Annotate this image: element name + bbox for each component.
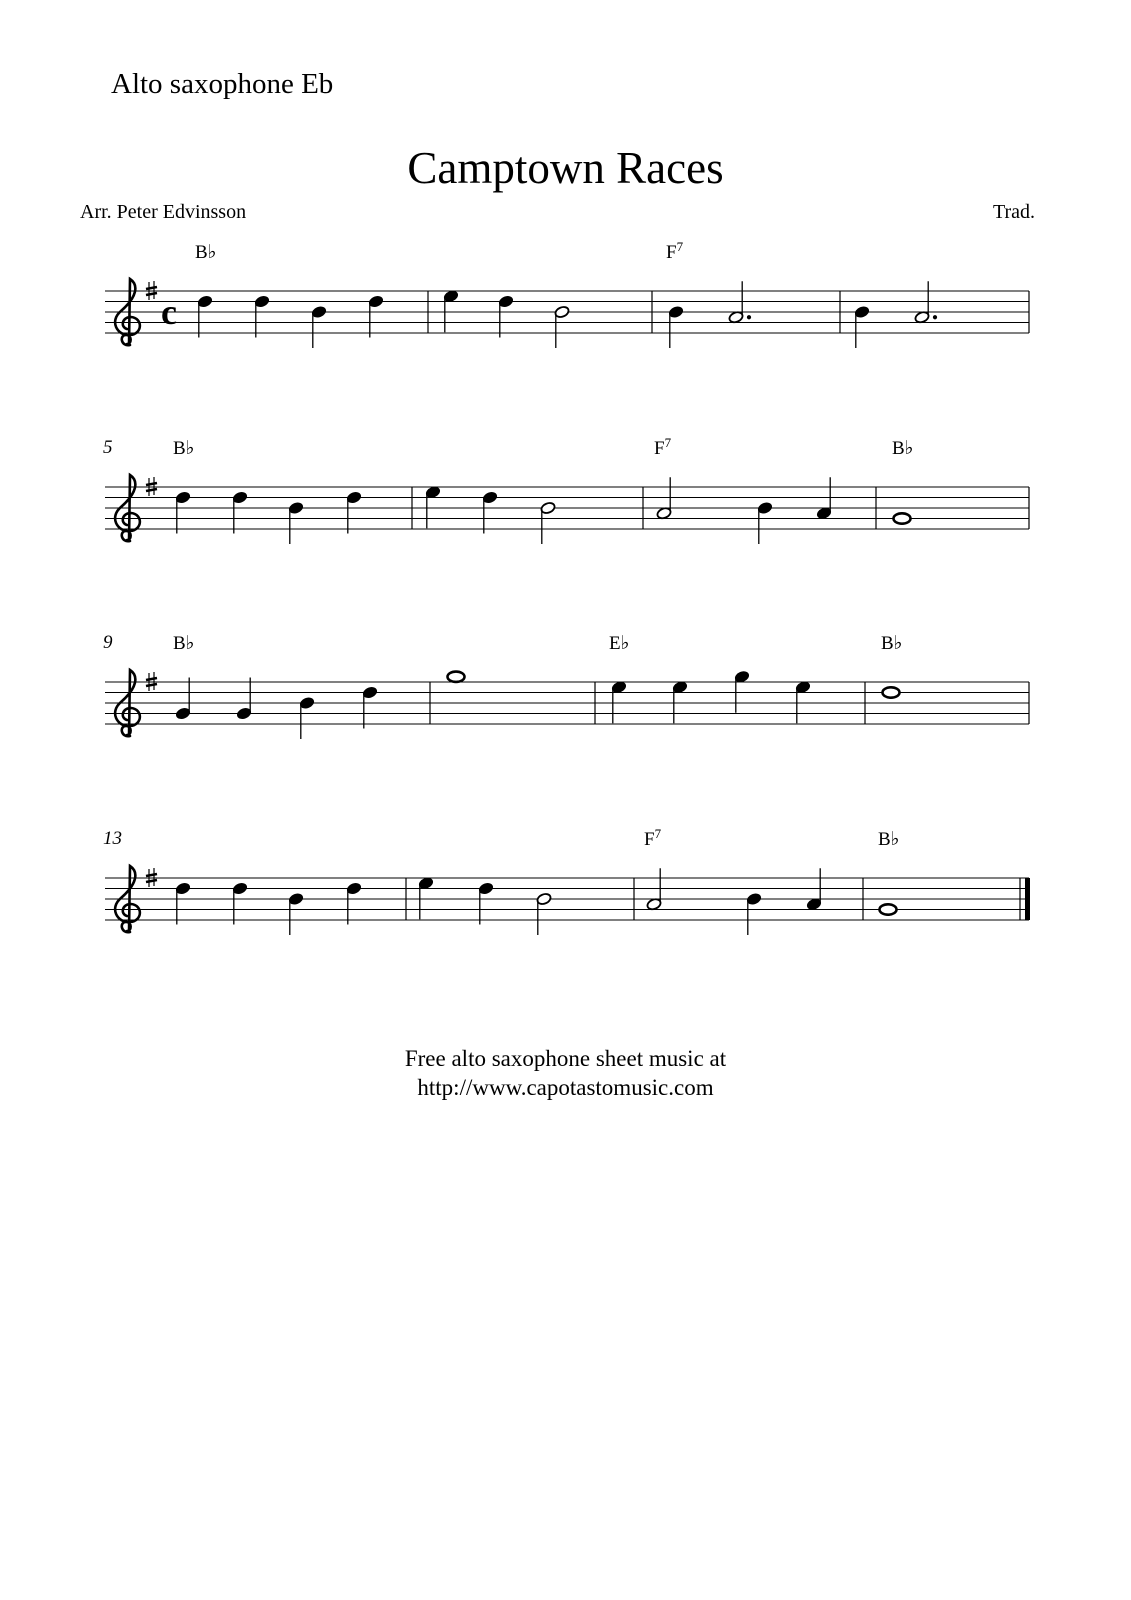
note [854,305,870,348]
staff-system [103,435,1029,544]
note [288,892,304,935]
note [728,281,751,324]
note [368,295,384,338]
final-barline [1025,878,1030,920]
note [346,491,362,534]
note [425,485,441,528]
chord-symbol: B♭ [195,242,217,263]
note [362,686,378,729]
note [540,501,556,544]
footer-line-1: Free alto saxophone sheet music at [404,1046,727,1071]
chord-symbol: B♭ [881,633,903,654]
note [346,882,362,925]
footer-credit [0,1044,1131,1102]
note [806,868,822,911]
note [734,670,750,713]
note [232,882,248,925]
composer-credit: Trad. [992,201,1035,223]
measure-number: 5 [103,437,113,458]
chord-symbol: $F^7$ [654,435,672,459]
chord-symbol: E♭ [609,633,630,654]
chord-symbol: B♭ [173,438,195,459]
note [757,501,773,544]
note [611,680,627,723]
time-signature: c [161,292,177,332]
note [816,477,832,520]
note [418,876,434,919]
note [498,295,514,338]
note [288,501,304,544]
note [536,892,552,935]
note [197,295,213,338]
note [254,295,270,338]
note [232,491,248,534]
note [672,680,688,723]
note [443,289,459,332]
note [175,882,191,925]
chord-symbol: $F^7$ [666,239,684,263]
chord-symbol: B♭ [878,829,900,850]
note [299,696,315,739]
note [554,305,570,348]
staff-system [103,826,1030,935]
note [236,678,252,721]
note [880,904,897,914]
staff-system [103,632,1029,739]
note [746,892,762,935]
note [795,680,811,723]
note [646,868,662,911]
chord-symbol: B♭ [173,633,195,654]
note [175,491,191,534]
note [311,305,327,348]
note [914,281,937,324]
staff-system [105,239,1029,348]
measure-number: 13 [103,828,122,849]
note [478,882,494,925]
note [656,477,672,520]
measure-number: 9 [103,632,113,653]
note [448,672,465,682]
footer-line-2: http://www.capotastomusic.com [417,1075,714,1100]
chord-symbol: B♭ [892,438,914,459]
note [482,491,498,534]
note [894,513,911,523]
note [883,687,900,697]
arranger-credit: Arr. Peter Edvinsson [80,201,247,223]
chord-symbol: $F^7$ [644,826,662,850]
note [668,305,684,348]
page-title: Camptown Races [407,143,724,193]
note [175,678,191,721]
instrument-label: Alto saxophone Eb [111,68,334,100]
